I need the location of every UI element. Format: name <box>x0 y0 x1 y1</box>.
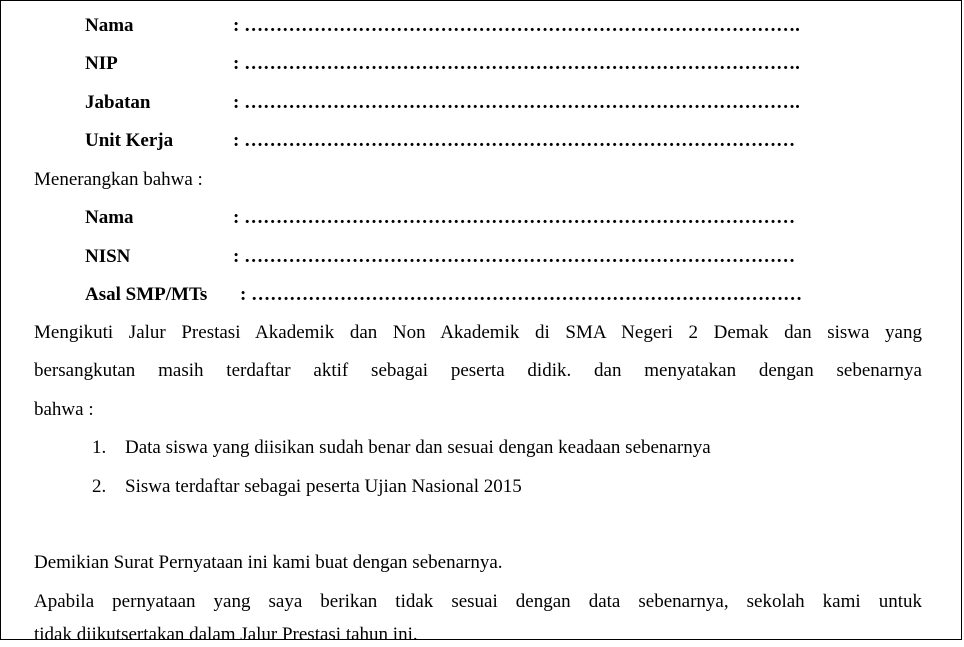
cut-off-line <box>34 624 922 645</box>
field-dots: : …………………………………………………………………………… <box>233 246 796 267</box>
list-number: 2. <box>92 476 107 497</box>
menerangkan-text: Menerangkan bahwa : <box>34 169 203 190</box>
field-label: Asal SMP/MTs <box>85 284 208 305</box>
list-number: 1. <box>92 437 107 458</box>
paragraph-line: Mengikuti Jalur Prestasi Akademik dan Non Akademik di SMA Negeri 2 Demak dan siswa yang <box>34 322 922 343</box>
field-label: Nama <box>85 15 134 36</box>
field-label: Jabatan <box>85 92 151 113</box>
demikian-text: Demikian Surat Pernyataan ini kami buat dengan sebenarnya. <box>34 552 503 573</box>
list-text: Siswa terdaftar sebagai peserta Ujian Nasional 2015 <box>125 476 522 497</box>
apabila-line: Apabila pernyataan yang saya berikan tidak sesuai dengan data sebenarnya, sekolah kami untuk <box>34 591 922 612</box>
cut-off-text: tidak diikutsertakan dalam Jalur Prestasi tahun ini. <box>34 624 418 645</box>
field-label: Nama <box>85 207 134 228</box>
field-dots: : ……………………………………………………………………………. <box>233 92 800 113</box>
list-text: Data siswa yang diisikan sudah benar dan sesuai dengan keadaan sebenarnya <box>125 437 711 458</box>
field-dots: : …………………………………………………………………………… <box>233 130 796 151</box>
field-label: NISN <box>85 246 131 267</box>
field-dots: : ……………………………………………………………………………. <box>233 15 800 36</box>
field-label: Unit Kerja <box>85 130 174 151</box>
field-label: NIP <box>85 53 118 74</box>
field-dots: : ……………………………………………………………………………. <box>233 53 800 74</box>
paragraph-line: bersangkutan masih terdaftar aktif sebagai peserta didik. dan menyatakan dengan sebenarnya <box>34 360 922 381</box>
field-dots: : …………………………………………………………………………… <box>233 207 796 228</box>
field-dots: : …………………………………………………………………………… <box>240 284 803 305</box>
paragraph-line: bahwa : <box>34 399 94 420</box>
